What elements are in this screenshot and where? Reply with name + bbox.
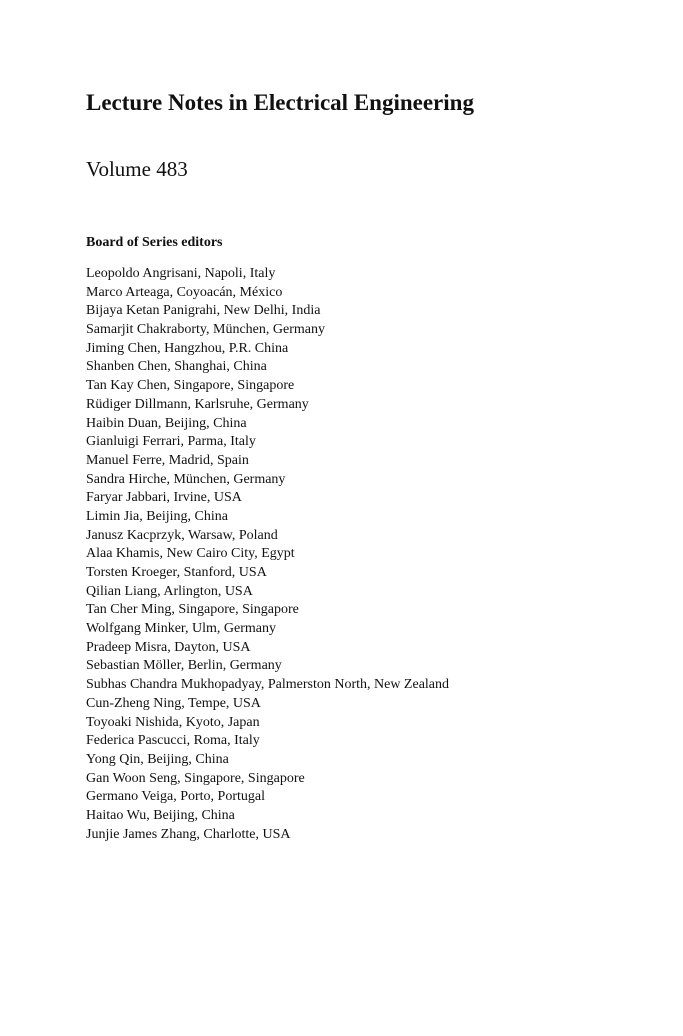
editor-entry: Samarjit Chakraborty, München, Germany xyxy=(86,322,325,338)
editor-entry: Gan Woon Seng, Singapore, Singapore xyxy=(86,770,305,786)
editor-entry: Subhas Chandra Mukhopadyay, Palmerston North, New Zealand xyxy=(86,677,450,693)
editor-entry: Haitao Wu, Beijing, China xyxy=(86,807,235,823)
editor-entry: Germano Veiga, Porto, Portugal xyxy=(86,789,265,805)
editor-entry: Junjie James Zhang, Charlotte, USA xyxy=(86,826,291,842)
editor-entry: Qilian Liang, Arlington, USA xyxy=(86,583,253,599)
editor-entry: Manuel Ferre, Madrid, Spain xyxy=(86,452,249,468)
editor-entry: Yong Qin, Beijing, China xyxy=(86,751,229,767)
editor-entry: Limin Jia, Beijing, China xyxy=(86,508,228,524)
editor-entry: Sebastian Möller, Berlin, Germany xyxy=(86,658,282,674)
board-heading: Board of Series editors xyxy=(86,235,223,250)
volume-number: Volume 483 xyxy=(86,157,188,181)
editor-entry: Marco Arteaga, Coyoacán, México xyxy=(86,284,283,300)
editor-entry: Bijaya Ketan Panigrahi, New Delhi, India xyxy=(86,303,321,319)
editor-entry: Haibin Duan, Beijing, China xyxy=(86,415,247,431)
editor-entry: Torsten Kroeger, Stanford, USA xyxy=(86,565,267,580)
editor-list xyxy=(86,265,449,844)
editor-entry: Cun-Zheng Ning, Tempe, USA xyxy=(86,695,261,711)
editor-entry: Tan Kay Chen, Singapore, Singapore xyxy=(86,378,295,394)
editor-entry: Federica Pascucci, Roma, Italy xyxy=(86,733,260,749)
editor-entry: Tan Cher Ming, Singapore, Singapore xyxy=(86,602,299,618)
editor-entry: Sandra Hirche, München, Germany xyxy=(86,471,286,487)
editor-entry: Faryar Jabbari, Irvine, USA xyxy=(86,490,242,506)
series-title: Lecture Notes in Electrical Engineering xyxy=(86,90,474,115)
editor-entry: Janusz Kacprzyk, Warsaw, Poland xyxy=(86,527,278,543)
editor-entry: Leopoldo Angrisani, Napoli, Italy xyxy=(86,266,276,281)
editor-entry: Rüdiger Dillmann, Karlsruhe, Germany xyxy=(86,396,309,412)
editor-entry: Wolfgang Minker, Ulm, Germany xyxy=(86,621,276,637)
editor-entry: Shanben Chen, Shanghai, China xyxy=(86,359,267,375)
editor-entry: Jiming Chen, Hangzhou, P.R. China xyxy=(86,340,289,356)
editor-entry: Gianluigi Ferrari, Parma, Italy xyxy=(86,434,256,450)
editor-entry: Toyoaki Nishida, Kyoto, Japan xyxy=(86,714,260,730)
editor-entry: Alaa Khamis, New Cairo City, Egypt xyxy=(86,546,295,562)
editor-entry: Pradeep Misra, Dayton, USA xyxy=(86,639,251,655)
